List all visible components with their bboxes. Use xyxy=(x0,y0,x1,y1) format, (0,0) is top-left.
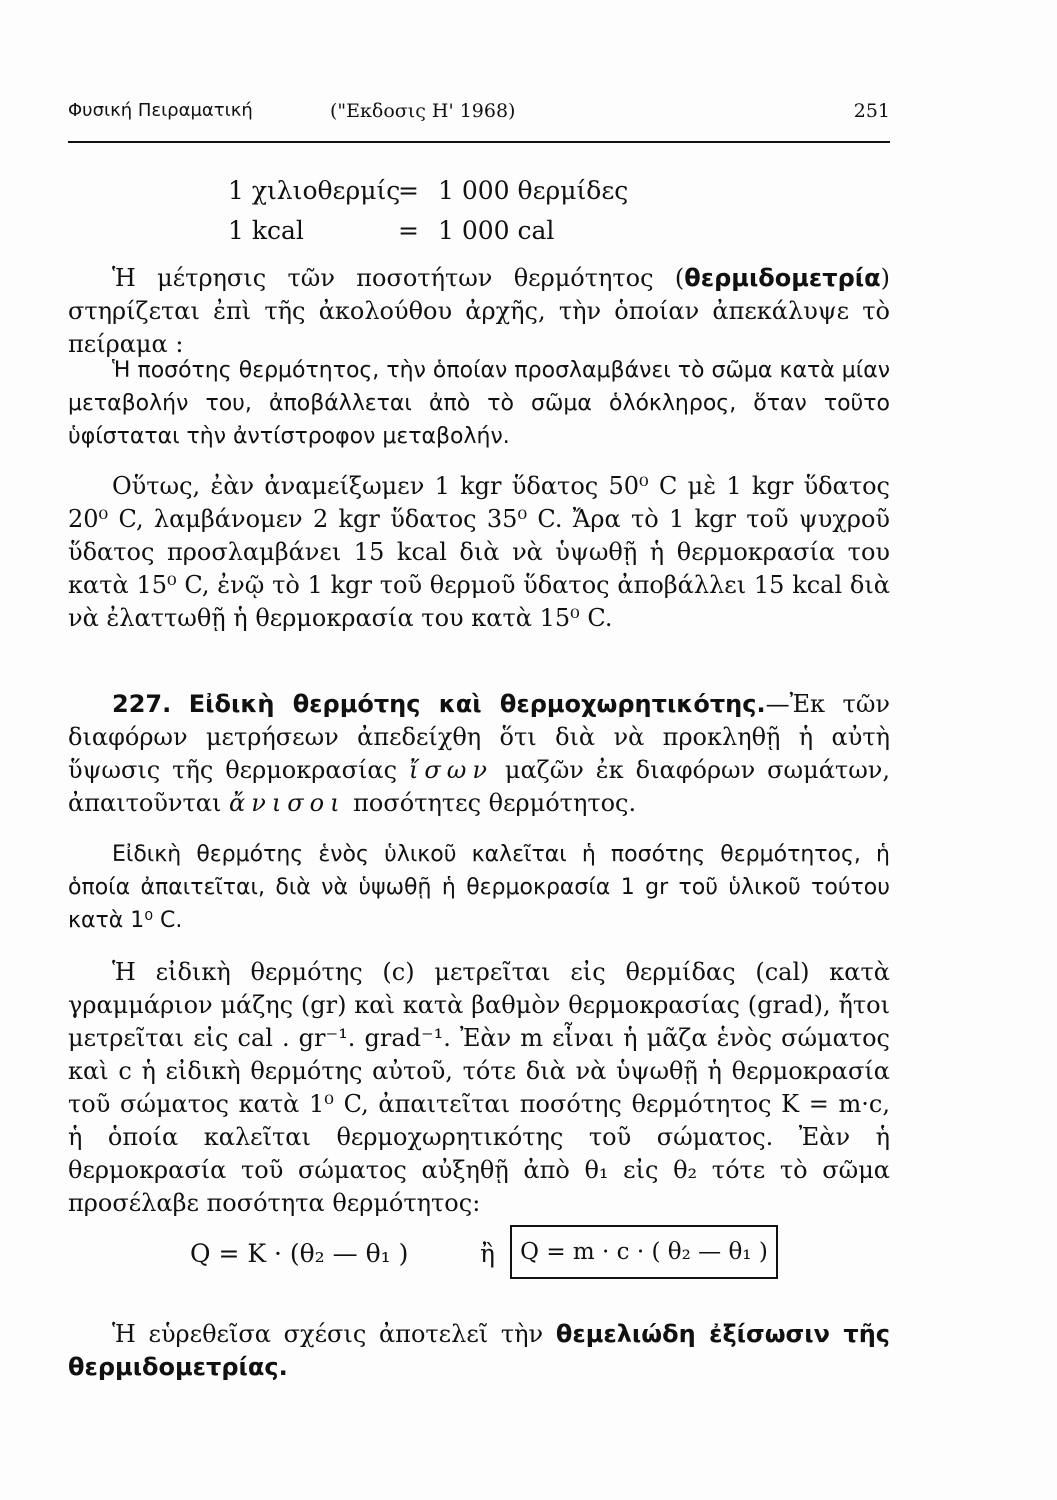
paragraph-conclusion xyxy=(68,1318,890,1384)
paragraph-specific-heat-units: Ἡ εἰδικὴ θερμότης (c) μετρεῖται εἰς θερμίδας (cal) κατὰ γραμμάριον μάζης (gr) καὶ κατὰ βαθμὸν θερμοκρασίας (grad), ἤτοι μετρεῖται εἰς cal . gr⁻¹. grad⁻¹. Ἐὰν m εἶναι ἡ μᾶζα ἑνὸς σώματος καὶ c ἡ εἰδικὴ θερμότης αὐτοῦ, τότε διὰ νὰ ὑψωθῇ ἡ θερμοκρασία τοῦ σώματος κατὰ 1⁰ C, ἀπαιτεῖται ποσότης θερμότητος K = m·c, ἡ ὁποία καλεῖται θερμοχωρητικότης τοῦ σώματος. Ἐὰν ἡ θερμοκρασία τοῦ σώματος αὐξηθῇ ἀπὸ θ₁ εἰς θ₂ τότε τὸ σῶμα προσέλαβε ποσότητα θερμότητος: xyxy=(68,958,890,1217)
text-span: —Ἐκ τῶν διαφόρων μετρήσεων ἀπεδείχθη ὅτι διὰ νὰ προκληθῇ ἡ αὐτὴ ὕψωσις τῆς θερμοκρασίας xyxy=(68,690,890,784)
section-title: Εἰδικὴ θερμότης καὶ θερμοχωρητικότης. xyxy=(188,690,766,718)
text-span: μαζῶν ἐκ διαφόρων σωμάτων, ἀπαιτοῦνται xyxy=(68,756,890,817)
term-calorimetry: θερμιδομετρία xyxy=(684,264,881,292)
emphasis-unequal: ἄνισοι xyxy=(229,789,346,817)
emphasis-equal: ἴσων xyxy=(408,756,493,784)
paragraph-water-example: Οὕτως, ἐὰν ἀναμείξωμεν 1 kgr ὕδατος 50⁰ C μὲ 1 kgr ὕδατος 20⁰ C, λαμβάνομεν 2 kgr ὕδατος 35⁰ C. Ἄρα τὸ 1 kgr τοῦ ψυχροῦ ὕδατος προσλαμβάνει 15 kcal διὰ νὰ ὑψωθῇ ἡ θερμοκρασία του κατὰ 15⁰ C, ἐνῷ τὸ 1 kgr τοῦ θερμοῦ ὕδατος ἀποβάλλει 15 kcal διὰ νὰ ἐλαττωθῇ ἡ θερμοκρασία του κατὰ 15⁰ C. xyxy=(68,472,890,632)
formula-or: ἢ xyxy=(480,1239,495,1268)
book-title: Φυσική Πειραματική xyxy=(68,100,253,121)
text-span: Ἡ εὑρεθεῖσα σχέσις ἀποτελεῖ τὴν xyxy=(112,1320,544,1348)
header-rule xyxy=(68,141,890,143)
edition-label: ("Εκδοσις Η' 1968) xyxy=(330,100,516,122)
unit-right: 1 000 cal xyxy=(438,216,555,245)
unit-right: 1 000 θερμίδες xyxy=(438,176,629,205)
section-227 xyxy=(68,688,890,820)
section-number: 227. xyxy=(112,690,172,718)
unit-equals: = xyxy=(398,216,419,245)
running-header xyxy=(68,96,890,126)
boxed-fundamental-equation: Q = m · c · ( θ₂ — θ₁ ) xyxy=(510,1225,778,1279)
unit-left: 1 χιλιοθερμίς xyxy=(228,176,401,205)
unit-equals: = xyxy=(398,176,419,205)
specific-heat-definition: Εἰδικὴ θερμότης ἑνὸς ὑλικοῦ καλεῖται ἡ ποσότης θερμότητος, ἡ ὁποία ἀπαιτεῖται, διὰ νὰ ὑψωθῇ ἡ θερμοκρασία 1 gr τοῦ ὑλικοῦ τούτου κατὰ 1⁰ C. xyxy=(68,842,890,933)
unit-left: 1 kcal xyxy=(228,216,304,245)
term-fundamental-equation: θεμελιώδη ἐξίσωσιν τῆς θερμιδομετρίας. xyxy=(68,1320,891,1381)
formula-block xyxy=(190,1225,790,1281)
paragraph-calorimetry-intro xyxy=(68,262,890,361)
text-span: ) στηρίζεται ἐπὶ τῆς ἀκολούθου ἀρχῆς, τὴν ὁποίαν ἀπεκάλυψε τὸ πείραμα : xyxy=(68,264,890,358)
text-span: ποσότητες θερμότητος. xyxy=(353,789,637,817)
text-span: Ἡ μέτρησις τῶν ποσοτήτων θερμότητος ( xyxy=(112,264,685,292)
principle-statement: Ἡ ποσότης θερμότητος, τὴν ὁποίαν προσλαμβάνει τὸ σῶμα κατὰ μίαν μεταβολήν του, ἀποβάλλεται ἀπὸ τὸ σῶμα ὁλόκληρος, ὅταν τοῦτο ὑφίσταται τὴν ἀντίστροφον μεταβολήν. xyxy=(68,358,890,449)
formula-heat-capacity: Q = K · (θ₂ — θ₁ ) xyxy=(190,1239,409,1268)
page-number: 251 xyxy=(853,100,890,122)
